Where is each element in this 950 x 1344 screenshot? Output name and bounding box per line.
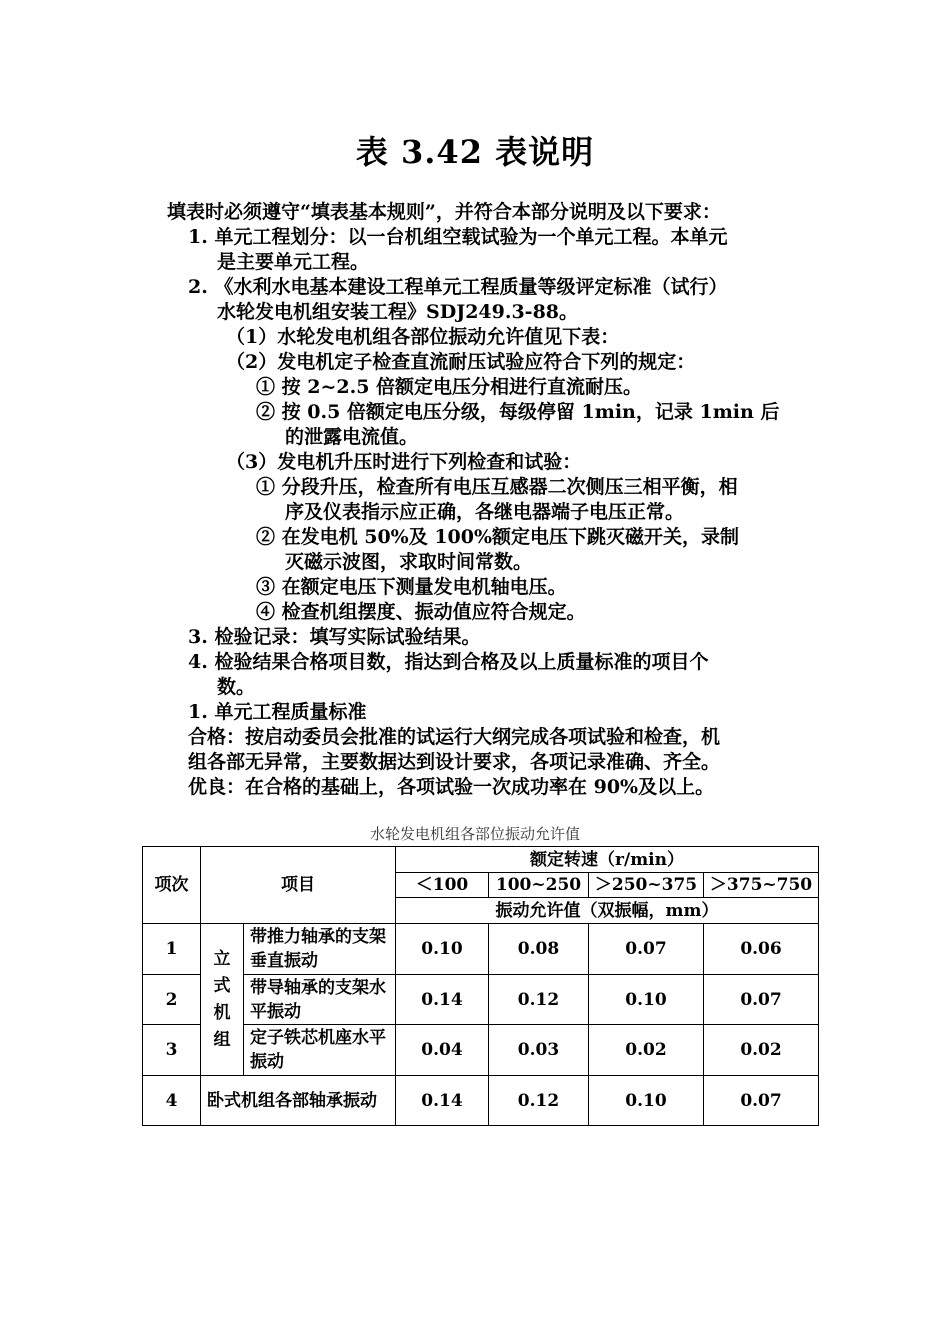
row-value: 0.12 (489, 1076, 589, 1126)
row-value: 0.02 (589, 1025, 704, 1076)
table-caption: 水轮发电机组各部位振动允许值 (369, 825, 580, 843)
intro-text: 填表时必须遵守“填表基本规则”，并符合本部分说明及以下要求： (167, 201, 721, 223)
row-item: 定子铁芯机座水平振动 (244, 1025, 396, 1076)
row-index: 3 (143, 1025, 201, 1076)
subitem-3-ii-a: ② 在发电机 50%及 100%额定电压下跳灭磁开关，录制 (256, 526, 740, 548)
subitem-2-ii-b: 的泄露电流值。 (285, 426, 419, 448)
vertical-unit-label: 立 式 机 组 (201, 924, 244, 1076)
qualified-line-b: 组各部无异常，主要数据达到设计要求，各项记录准确、齐全。 (188, 751, 721, 773)
table-row (143, 1025, 819, 1076)
item-3: 3. 检验记录：填写实际试验结果。 (188, 626, 481, 648)
row-value: 0.02 (704, 1025, 819, 1076)
row-value: 0.04 (396, 1025, 489, 1076)
row-value: 0.07 (704, 975, 819, 1025)
header-rated-speed: 额定转速（r/min） (396, 847, 819, 873)
item-1-line-b: 是主要单元工程。 (217, 251, 370, 273)
table-row (143, 924, 819, 975)
table-row (143, 975, 819, 1025)
item-1-line-a: 1. 单元工程划分：以一台机组空载试验为一个单元工程。本单元 (188, 226, 728, 248)
item-2-line-a: 2. 《水利水电基本建设工程单元工程质量等级评定标准（试行） (188, 276, 728, 298)
header-allowable: 振动允许值（双振幅，mm） (396, 898, 819, 924)
row-index: 2 (143, 975, 201, 1025)
row-index: 1 (143, 924, 201, 975)
page-title: 表 3.42 表说明 (355, 133, 595, 171)
row-value: 0.06 (704, 924, 819, 975)
subitem-1: （1）水轮发电机组各部位振动允许值见下表： (226, 326, 620, 348)
header-item: 项目 (201, 847, 396, 924)
speed-range-4: ＞375~750 (704, 873, 819, 898)
subitem-3-i-a: ① 分段升压，检查所有电压互感器二次侧压三相平衡，相 (256, 476, 738, 498)
speed-range-2: 100~250 (489, 873, 589, 898)
table-row (143, 1076, 819, 1126)
subitem-3-iii: ③ 在额定电压下测量发电机轴电压。 (256, 576, 567, 598)
item-2-line-b: 水轮发电机组安装工程》SDJ249.3-88。 (217, 301, 579, 323)
row-value: 0.10 (589, 1076, 704, 1126)
item-4-line-b: 数。 (217, 676, 256, 698)
header-index: 项次 (143, 847, 201, 924)
speed-range-1: ＜100 (396, 873, 489, 898)
row-value: 0.08 (489, 924, 589, 975)
row-value: 0.10 (396, 924, 489, 975)
vibration-table (142, 846, 819, 1126)
row-value: 0.10 (589, 975, 704, 1025)
subitem-3-ii-b: 灭磁示波图，求取时间常数。 (285, 551, 533, 573)
subitem-3-i-b: 序及仪表指示应正确，各继电器端子电压正常。 (285, 501, 685, 523)
row-item: 带导轴承的支架水平振动 (244, 975, 396, 1025)
row-value: 0.14 (396, 975, 489, 1025)
speed-range-3: ＞250~375 (589, 873, 704, 898)
excellent-line: 优良：在合格的基础上，各项试验一次成功率在 90%及以上。 (188, 776, 715, 798)
item-4-line-a: 4. 检验结果合格项目数，指达到合格及以上质量标准的项目个 (188, 651, 709, 673)
row-value: 0.14 (396, 1076, 489, 1126)
subitem-2: （2）发电机定子检查直流耐压试验应符合下列的规定： (226, 351, 696, 373)
row-item: 带推力轴承的支架垂直振动 (244, 924, 396, 975)
subitem-2-ii-a: ② 按 0.5 倍额定电压分级，每级停留 1min，记录 1min 后 (256, 401, 780, 423)
subitem-3-iv: ④ 检查机组摆度、振动值应符合规定。 (256, 601, 586, 623)
row-value: 0.07 (704, 1076, 819, 1126)
subitem-2-i: ① 按 2~2.5 倍额定电压分相进行直流耐压。 (256, 376, 643, 398)
row-value: 0.07 (589, 924, 704, 975)
qualified-line-a: 合格：按启动委员会批准的试运行大纲完成各项试验和检查，机 (188, 726, 721, 748)
row-value: 0.03 (489, 1025, 589, 1076)
row-index: 4 (143, 1076, 201, 1126)
row-value: 0.12 (489, 975, 589, 1025)
row-item: 卧式机组各部轴承振动 (201, 1076, 396, 1126)
quality-heading: 1. 单元工程质量标准 (188, 701, 367, 723)
subitem-3: （3）发电机升压时进行下列检查和试验： (226, 451, 582, 473)
